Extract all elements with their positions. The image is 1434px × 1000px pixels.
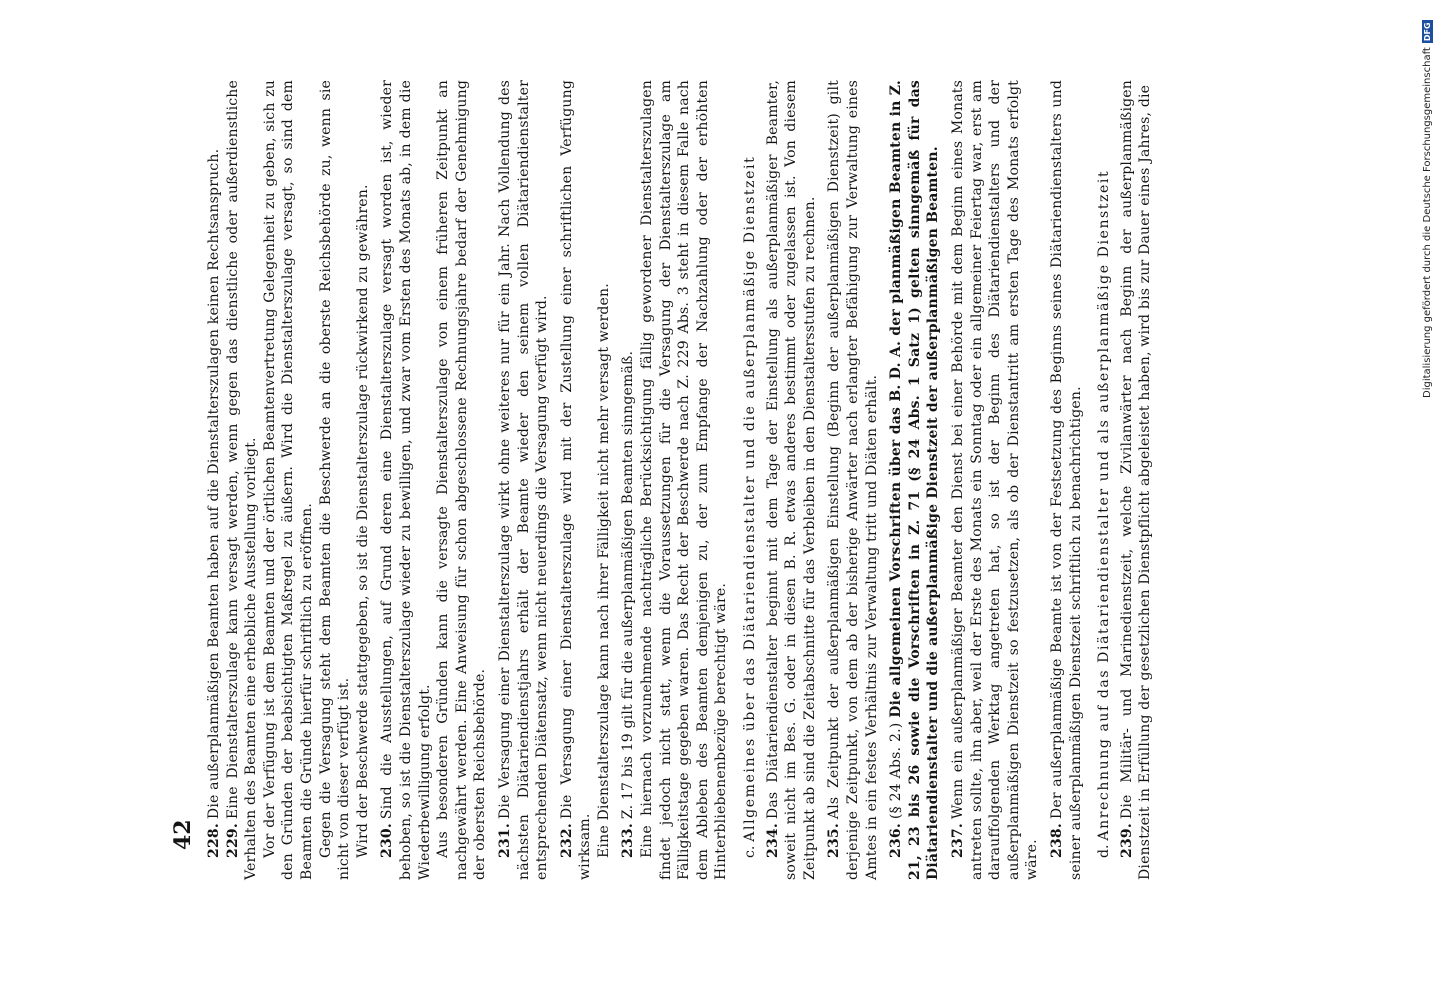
credit-text: Digitalisierung gefördert durch die Deutsche Forschungsgemeinschaft	[1422, 47, 1433, 398]
digitization-credit-inner	[1422, 20, 1433, 398]
paragraph-reference: (§ 24 Abs. 2.)	[888, 722, 905, 820]
paragraph-229-d: Wird der Beschwerde stattgegeben, so ist die Dienstalterszulage rückwirkend zu gewähren.	[354, 184, 371, 858]
paragraph-238	[1048, 80, 1085, 880]
paragraph-232-b: Eine Dienstalterszulage kann nach ihrer Fälligkeit nicht mehr versagt werden.	[595, 283, 612, 858]
paragraph-number: 238.	[1048, 823, 1065, 858]
paragraph-text: Z. 17 bis 19 gilt für die außerplanmäßigen Beamten sinngemäß.	[620, 350, 637, 820]
section-title: Anrechnung auf das Diätariendienstalter und als außerplanmäßige Dienstzeit	[1096, 169, 1113, 841]
paragraph-number: 231.	[496, 823, 513, 858]
page-number: 42	[170, 819, 196, 850]
paragraph-233	[619, 80, 638, 880]
body-text	[205, 80, 1155, 880]
section-title: Allgemeines über das Diätariendienstalter und die außerplanmäßige Dienstzeit	[742, 155, 759, 842]
section-letter: d.	[1096, 844, 1113, 858]
paragraph-232	[558, 80, 595, 880]
paragraph-228	[205, 80, 224, 880]
paragraph-number: 235.	[826, 823, 843, 858]
paragraph-text: Der außerplanmäßige Beamte ist von der Festsetzung des Beginns seines Diätariendienstalters und seiner außerplanmäßigen Dienstzeit schriftlich zu benachrichtigen.	[1048, 80, 1084, 880]
paragraph-number: 239.	[1118, 823, 1135, 858]
paragraph-number: 228.	[206, 823, 222, 858]
paragraph-number: 232.	[558, 823, 575, 858]
dfg-logo-icon: DFG	[1423, 22, 1432, 42]
paragraph-234	[764, 80, 820, 880]
paragraph-229-b: Vor der Verfügung ist dem Beamten und der örtlichen Beamtenvertretung Gelegenheit zu geben, sich zu den Gründen der beabsichtigten Maßregel zu äußern. Wird die Dienstalterszulage versagt, so sind dem Beamten die Gründe hierfür schriftlich zu eröffnen.	[261, 80, 315, 880]
paragraph-number: 234.	[764, 823, 781, 858]
paragraph-text: Die Versagung einer Dienstalterszulage wird mit der Zustellung einer schriftlichen Verfügung wirksam.	[558, 80, 594, 880]
paragraph-229-c: Gegen die Versagung steht dem Beamten die Beschwerde an die oberste Reichsbehörde zu, wenn sie nicht von dieser verfügt ist.	[317, 80, 353, 880]
paragraph-text: Das Diätariendienstalter beginnt mit dem Tage der Einstellung als außerplanmäßiger Beamter, soweit nicht im Bes. G. oder in diesen B. R. etwas anderes bestimmt oder zugelassen ist. Von diesem Zeitpunkt ab sind die Zeitabschnitte für das Verbleiben in den Dienstaltersstufen zu rechnen.	[764, 80, 818, 880]
paragraph-236	[887, 80, 943, 880]
paragraph-text: Eine Dienstalterszulage kann versagt werden, wenn gegen das dienstliche oder außerdienstliche Verhalten des Beamten eine erhebliche Ausstellung vorliegt.	[224, 80, 260, 880]
paragraph-number: 236.	[888, 823, 905, 858]
paragraph-231	[496, 80, 552, 880]
paragraph-number: 230.	[379, 823, 396, 858]
paragraph-text: Als Zeitpunkt der außerplanmäßigen Einstellung (Beginn der außerplanmäßigen Dienstzeit) gilt derjenige Zeitpunkt, von dem ab der bisherige Anwärter nach erlangter Befähigung zur Verwaltung eines Amtes in ein festes Verhältnis zur Verwaltung tritt und Diäten erhält.	[826, 80, 880, 880]
paragraph-235	[825, 80, 881, 880]
paragraph-text: Wenn ein außerplanmäßiger Beamter den Dienst bei einer Behörde mit dem Beginn eines Monats antreten sollte, ihn aber, weil der Erste des Monats ein Sonntag oder ein allgemeiner Feiertag war, erst am darauffolgenden Werktag angetreten hat, so ist der Beginn des Diätariendienstalters und der außerplanmäßigen Dienstzeit so festzusetzen, als ob der Dienstantritt am ersten Tage des Monats erfolgt wäre.	[949, 80, 1041, 880]
paragraph-text: Sind die Ausstellungen, auf Grund deren eine Dienstalterszulage versagt worden ist, wieder behoben, so ist die Dienstalterszulage wieder zu bewilligen, und zwar vom Ersten des Monats ab, in dem die Wiederbewilligung erfolgt.	[379, 80, 433, 880]
paragraph-text: Die allgemeinen Vorschriften über das B. D. A. der planmäßigen Beamten in Z. 21, 23 bis 26 sowie die Vorschriften in Z. 71 (§ 24 Abs. 1 Satz 1) gelten sinngemäß für das Diätariendienstalter und die außerplanmäßige Dienstzeit der außerplanmäßigen Beamten.	[888, 80, 942, 880]
paragraph-229	[224, 80, 261, 880]
section-letter: c.	[742, 845, 759, 858]
paragraph-number: 233.	[620, 823, 637, 858]
paragraph-number: 237.	[949, 823, 966, 858]
section-heading-c	[741, 80, 760, 858]
paragraph-230-b: Aus besonderen Gründen kann die versagte Dienstalterszulage von einem früheren Zeitpunkt an nachgewährt werden. Eine Anweisung für schon abgeschlossene Rechnungsjahre bedarf der Genehmigung der obersten Reichsbehörde.	[435, 80, 489, 880]
paragraph-text: Die Militär- und Marinedienstzeit, welche Zivilanwärter nach Beginn der außerplanmäßigen Dienstzeit in Erfüllung der gesetzlichen Dienstpflicht abgeleistet haben, wird bis zur Dauer eines Jahres, die	[1118, 80, 1154, 880]
paragraph-number: 229.	[224, 823, 241, 858]
section-heading-d	[1095, 80, 1114, 858]
paragraph-text: Die Versagung einer Dienstalterszulage wirkt ohne weiteres nur für ein Jahr. Nach Vollendung des nächsten Diätariendienstjahrs erhält der Beamte wieder den seinem vollen Diätariendienstalter entsprechenden Diätensatz, wenn nicht neuerdings die Versagung verfügt wird.	[496, 80, 551, 880]
paragraph-237	[949, 80, 1042, 880]
paragraph-230	[378, 80, 434, 880]
paragraph-233-b: Eine hiernach vorzunehmende nachträgliche Berücksichtigung fällig gewordener Dienstalterszulagen findet jedoch nicht statt, wenn die Voraussetzungen für die Versagung der Dienstalterszulage am Fälligkeitstage gegeben waren. Das Recht der Beschwerde nach Z. 229 Abs. 3 steht in diesem Falle nach dem Ableben des Beamten demjenigen zu, der zum Empfange der Nachzahlung oder der erhöhten Hinterbliebenenbezüge berechtigt wäre.	[639, 80, 730, 880]
paragraph-text: Die außerplanmäßigen Beamten haben auf die Dienstalterszulagen keinen Rechtsanspruch.	[206, 148, 222, 820]
paragraph-239	[1118, 80, 1155, 880]
